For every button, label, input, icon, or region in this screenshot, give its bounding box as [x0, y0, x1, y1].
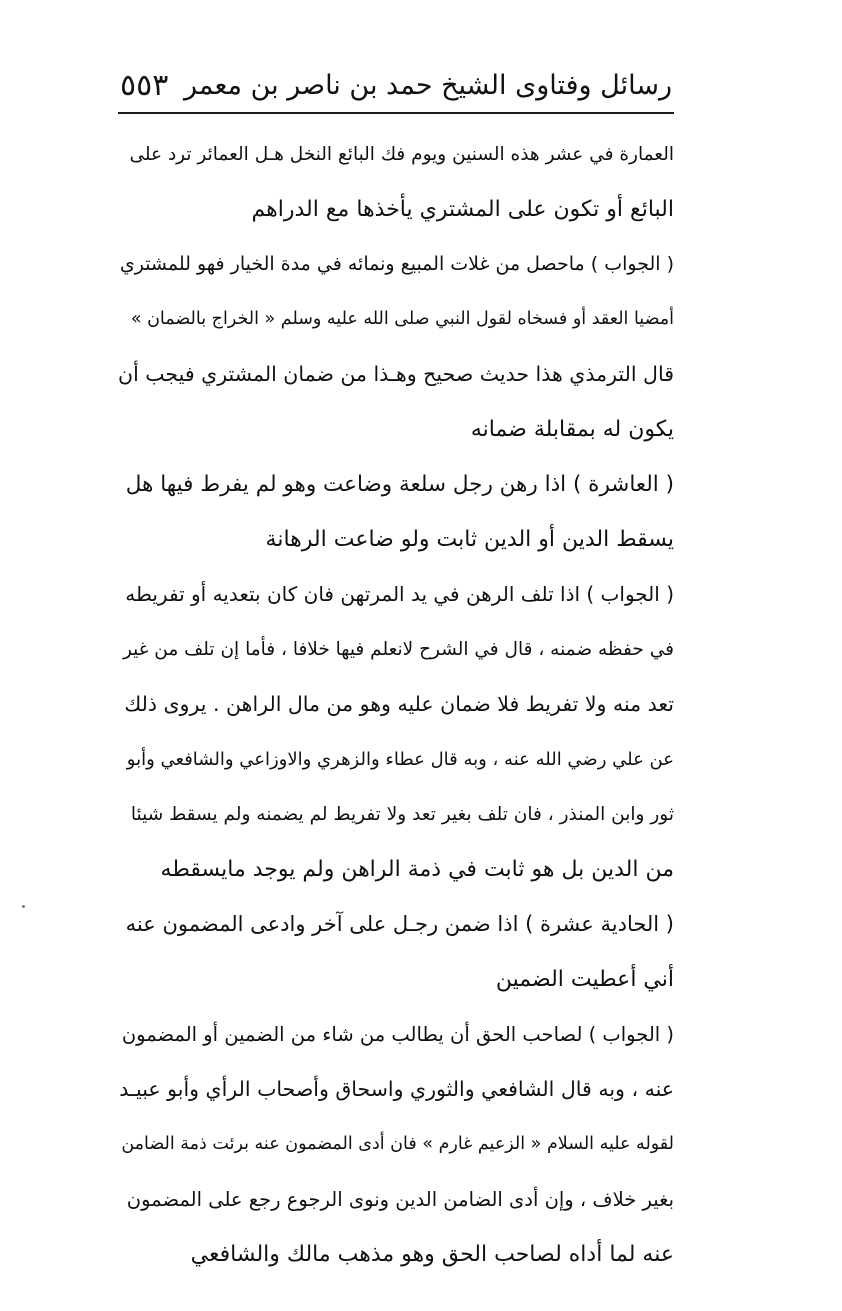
body-line: العمارة في عشر هذه السنين ويوم فك البائع النخل هـل العمائر ترد على: [129, 144, 674, 165]
body-line: ثور وابن المنذر ، فان تلف بغير تعد ولا تفريط لم يضمنه ولم يسقط شيئا: [130, 804, 674, 825]
body-line: أمضيا العقد أو فسخاه لقول النبي صلى الله عليه وسلم « الخراج بالضمان »: [130, 309, 674, 329]
body-line: تعد منه ولا تفريط فلا ضمان عليه وهو من مال الراهن . يروى ذلك: [124, 692, 674, 716]
body-line: لقوله عليه السلام « الزعيم غارم » فان أدى المضمون عنه برئت ذمة الضامن: [121, 1134, 674, 1154]
body-line: بغير خلاف ، وإن أدى الضامن الدين ونوى الرجوع رجع على المضمون: [126, 1188, 674, 1211]
body-line: أني أعطيت الضمين: [495, 967, 674, 992]
body-line: عنه لما أداه لصاحب الحق وهو مذهب مالك والشافعي: [190, 1242, 674, 1267]
body-text: [118, 127, 674, 1282]
body-line: عن علي رضي الله عنه ، وبه قال عطاء والزهري والاوزاعي والشافعي وأبو: [126, 749, 674, 770]
margin-speck: [22, 905, 25, 908]
body-line: ( الجواب ) اذا تلف الرهن في يد المرتهن فان كان بتعديه أو تفريطه: [125, 582, 674, 606]
body-line: ( الجواب ) لصاحب الحق أن يطالب من شاء من الضمين أو المضمون: [121, 1023, 674, 1046]
page-number: ٥٥٣: [120, 67, 169, 103]
running-title: رسائل وفتاوى الشيخ حمد بن ناصر بن معمر: [184, 69, 672, 101]
body-line: البائع أو تكون على المشتري يأخذها مع الدراهم: [251, 197, 674, 222]
page-header: [120, 62, 672, 108]
body-line: ( الحادية عشرة ) اذا ضمن رجـل على آخر وادعى المضمون عنه: [125, 912, 674, 936]
body-line: عنه ، وبه قال الشافعي والثوري واسحاق وأصحاب الرأي وأبو عبيـد: [119, 1077, 674, 1101]
body-line: قال الترمذي هذا حديث صحيح وهـذا من ضمان المشتري فيجب أن: [118, 362, 674, 386]
header-rule: [118, 112, 674, 114]
body-line: من الدين بل هو ثابت في ذمة الراهن ولم يوجد مايسقطه: [160, 857, 674, 882]
body-line: ( العاشرة ) اذا رهن رجل سلعة وضاعت وهو لم يفرط فيها هل: [125, 472, 674, 497]
body-line: ( الجواب ) ماحصل من غلات المبيع ونمائه في مدة الخيار فهو للمشتري: [119, 253, 674, 275]
body-line: في حفظه ضمنه ، قال في الشرح لانعلم فيها خلافا ، فأما إن تلف من غير: [122, 639, 674, 660]
body-line: يسقط الدين أو الدين ثابت ولو ضاعت الرهانة: [265, 527, 674, 552]
body-line: يكون له بمقابلة ضمانه: [470, 417, 674, 442]
